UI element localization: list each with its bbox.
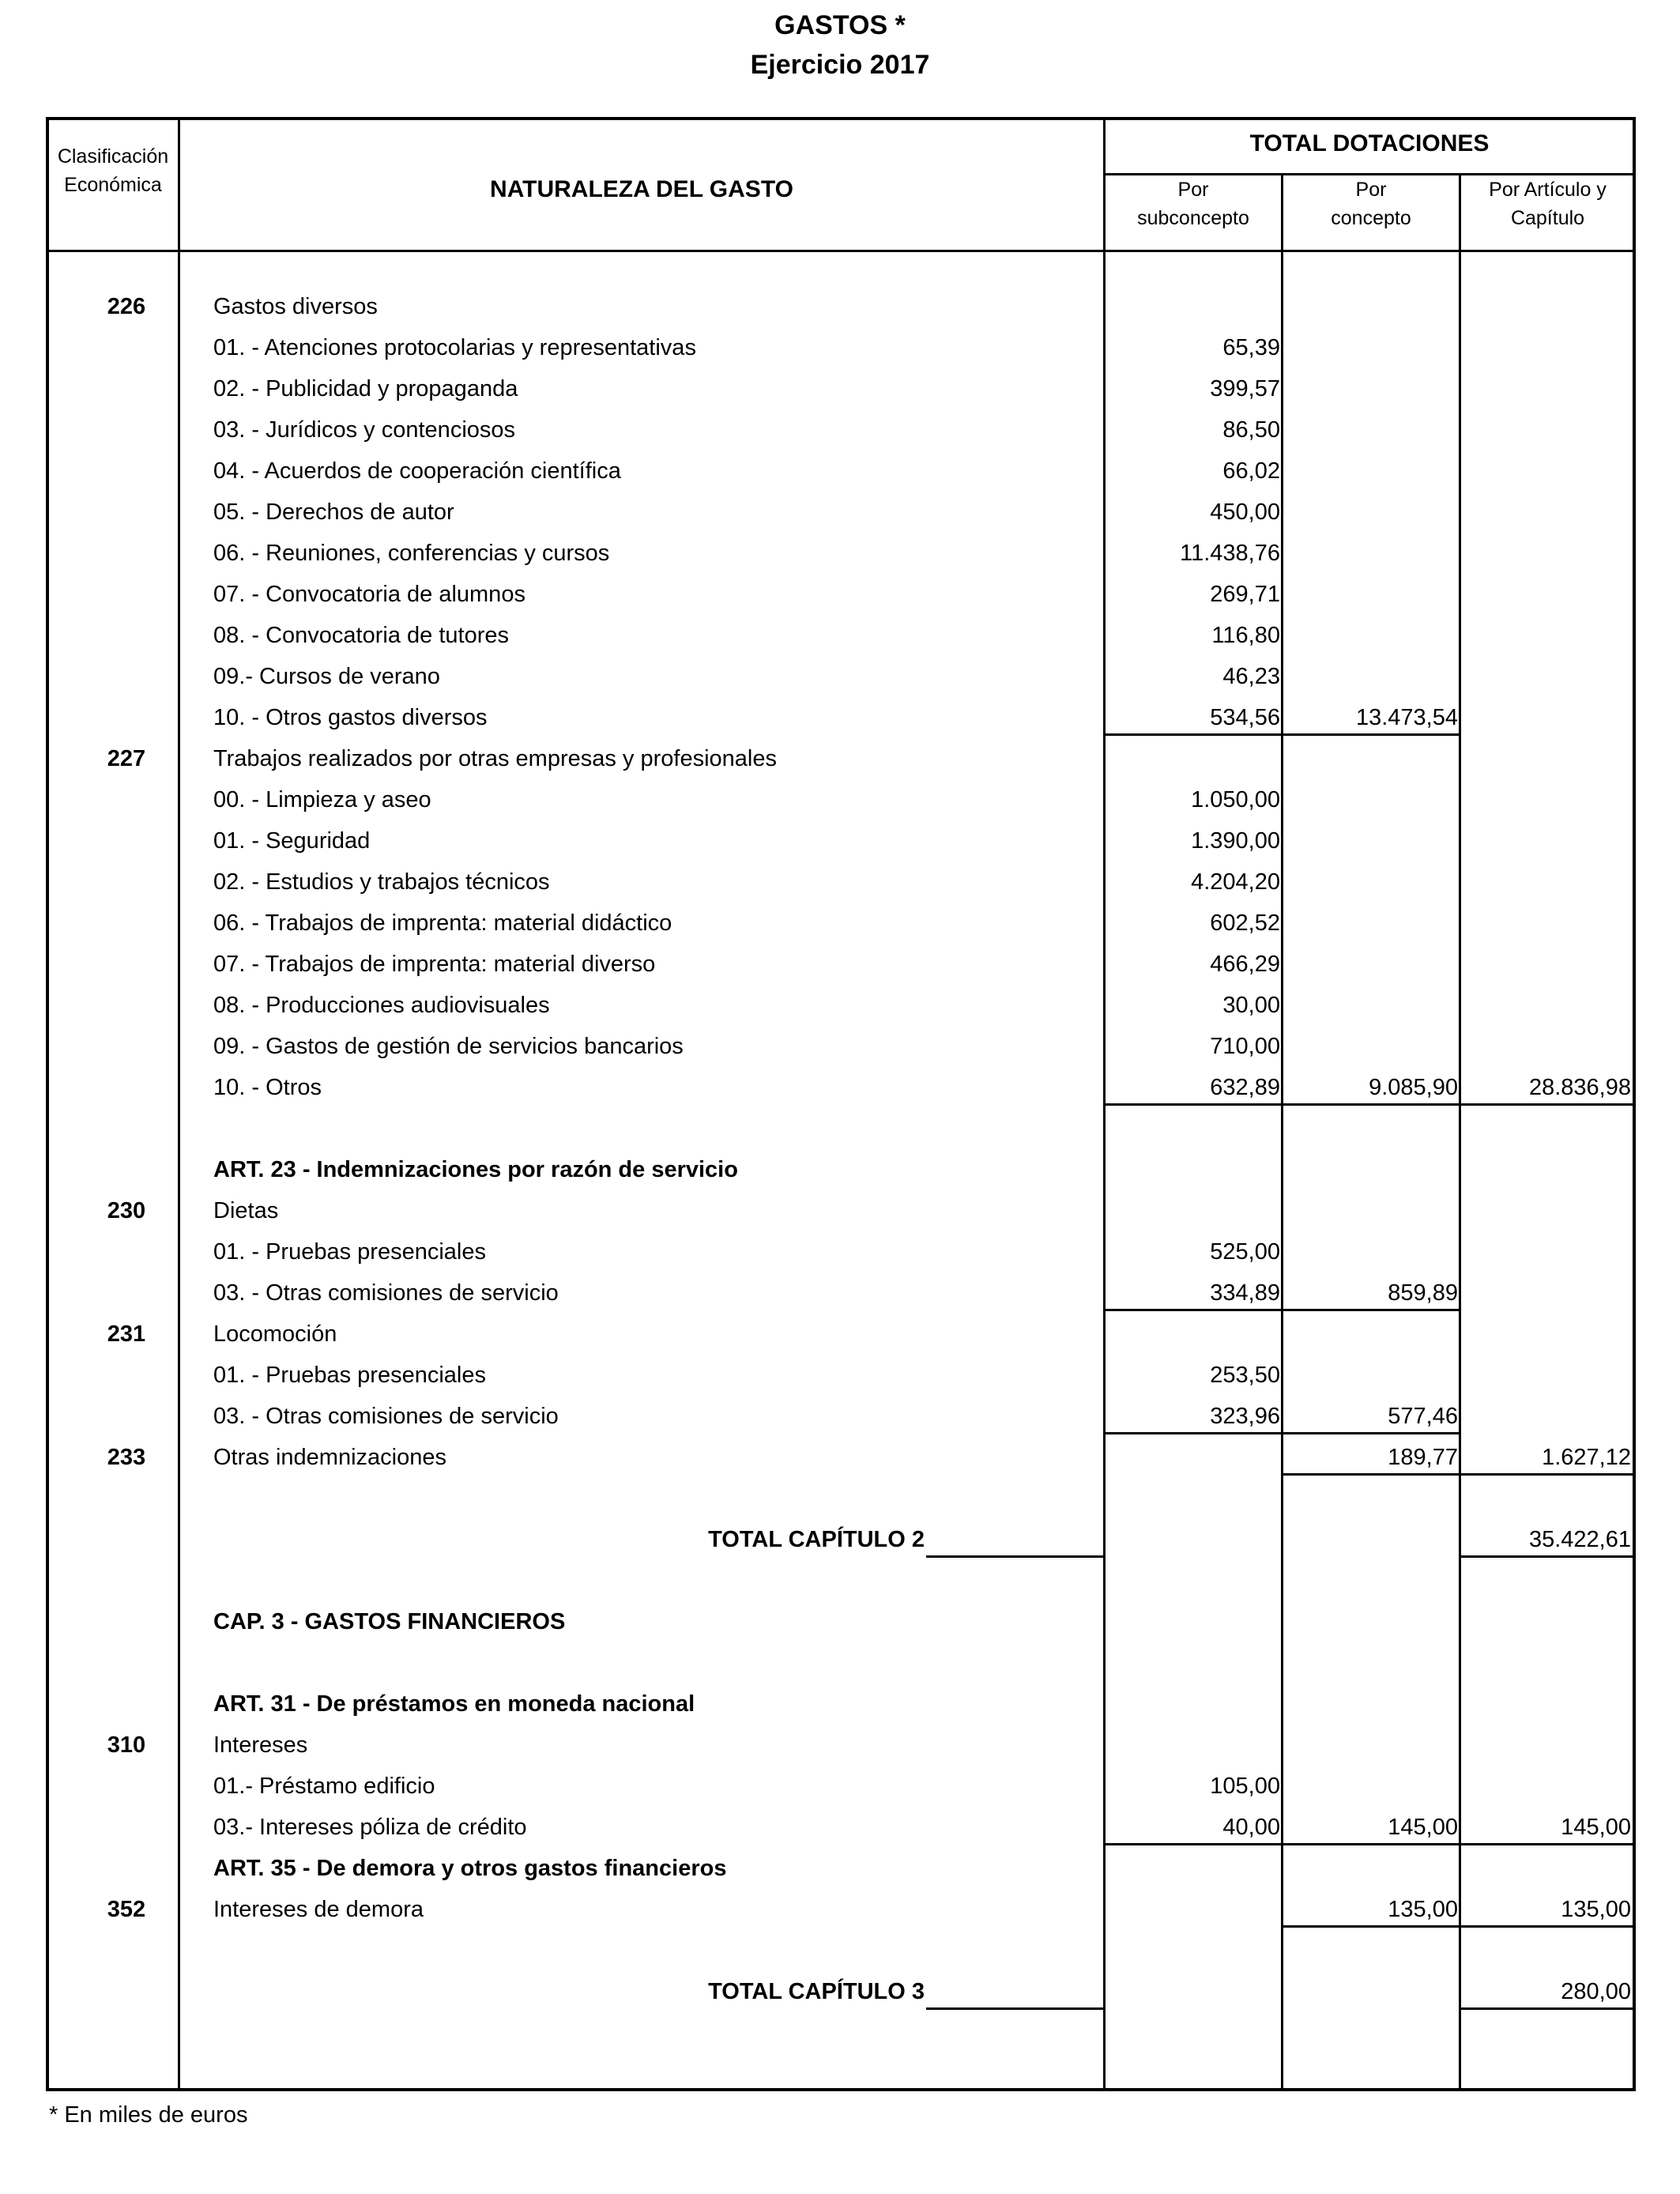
header-por-concepto: Por concepto bbox=[1331, 179, 1411, 229]
table-row bbox=[0, 574, 1680, 615]
row-description: 06. - Reuniones, conferencias y cursos bbox=[213, 541, 610, 566]
table-row bbox=[0, 1807, 1680, 1848]
table-row bbox=[0, 779, 1680, 820]
row-description: 03.- Intereses póliza de crédito bbox=[213, 1815, 527, 1840]
row-description: ART. 35 - De demora y otros gastos financieros bbox=[213, 1856, 727, 1881]
row-description: 07. - Convocatoria de alumnos bbox=[213, 582, 525, 607]
table-row bbox=[0, 1889, 1680, 1930]
header-por-subconcepto: Por subconcepto bbox=[1137, 179, 1249, 229]
table-row bbox=[0, 1272, 1680, 1314]
row-description: 01. - Seguridad bbox=[213, 828, 371, 854]
row-description: 03. - Jurídicos y contenciosos bbox=[213, 417, 516, 443]
row-por-subconcepto: 334,89 bbox=[1210, 1280, 1280, 1306]
table-row bbox=[0, 1683, 1680, 1725]
table-row bbox=[0, 985, 1680, 1026]
table-row bbox=[0, 944, 1680, 985]
row-description: Gastos diversos bbox=[213, 294, 378, 319]
table-row bbox=[0, 1026, 1680, 1067]
row-por-concepto: 145,00 bbox=[1388, 1815, 1458, 1840]
row-description: ART. 23 - Indemnizaciones por razón de servicio bbox=[213, 1157, 738, 1182]
row-description: CAP. 3 - GASTOS FINANCIEROS bbox=[213, 1609, 566, 1634]
row-por-concepto: 9.085,90 bbox=[1369, 1075, 1458, 1100]
row-por-concepto: 859,89 bbox=[1388, 1280, 1458, 1306]
row-por-subconcepto: 40,00 bbox=[1222, 1815, 1280, 1840]
table-row bbox=[0, 697, 1680, 738]
row-por-subconcepto: 86,50 bbox=[1222, 417, 1280, 443]
row-por-subconcepto: 4.204,20 bbox=[1191, 869, 1280, 895]
row-separator-line bbox=[1459, 2007, 1634, 2010]
table-row bbox=[0, 1108, 1680, 1149]
row-total-label: TOTAL CAPÍTULO 2 bbox=[708, 1527, 925, 1552]
row-por-subconcepto: 46,23 bbox=[1222, 664, 1280, 689]
table-row bbox=[0, 1231, 1680, 1272]
row-code: 352 bbox=[107, 1897, 146, 1922]
row-por-subconcepto: 450,00 bbox=[1210, 499, 1280, 525]
table-row bbox=[0, 450, 1680, 492]
table-row bbox=[0, 1642, 1680, 1683]
row-code: 226 bbox=[107, 294, 146, 319]
row-por-concepto: 577,46 bbox=[1388, 1404, 1458, 1429]
row-por-subconcepto: 534,56 bbox=[1210, 705, 1280, 730]
row-description: 08. - Producciones audiovisuales bbox=[213, 993, 550, 1018]
row-separator-line bbox=[1103, 1432, 1459, 1434]
row-code: 231 bbox=[107, 1321, 146, 1347]
row-separator-line bbox=[1103, 1103, 1634, 1106]
table-row bbox=[0, 861, 1680, 903]
footnote: * En miles de euros bbox=[49, 2102, 248, 2128]
table-row bbox=[0, 1478, 1680, 1519]
row-description: Dietas bbox=[213, 1198, 279, 1223]
table-row bbox=[0, 1149, 1680, 1190]
row-por-subconcepto: 105,00 bbox=[1210, 1774, 1280, 1799]
table-row bbox=[0, 1067, 1680, 1108]
row-separator-line bbox=[926, 2007, 1103, 2010]
table-row bbox=[0, 1601, 1680, 1642]
table-row bbox=[0, 368, 1680, 409]
row-por-subconcepto: 116,80 bbox=[1211, 623, 1280, 648]
table-row bbox=[0, 656, 1680, 697]
table-row bbox=[0, 1766, 1680, 1807]
row-description: Trabajos realizados por otras empresas y profesionales bbox=[213, 746, 777, 771]
row-description: 01. - Atenciones protocolarias y representativas bbox=[213, 335, 696, 360]
row-por-subconcepto: 253,50 bbox=[1210, 1363, 1280, 1388]
row-separator-line bbox=[1281, 1473, 1634, 1476]
row-separator-line bbox=[1103, 1309, 1459, 1311]
row-por-subconcepto: 399,57 bbox=[1210, 376, 1280, 401]
table-row bbox=[0, 1725, 1680, 1766]
row-description: 02. - Estudios y trabajos técnicos bbox=[213, 869, 550, 895]
table-row bbox=[0, 1560, 1680, 1601]
table-row bbox=[0, 738, 1680, 779]
row-por-concepto: 13.473,54 bbox=[1355, 705, 1458, 730]
table-row bbox=[0, 1437, 1680, 1478]
table-row bbox=[0, 1848, 1680, 1889]
row-separator-line bbox=[1103, 733, 1459, 736]
row-description: Locomoción bbox=[213, 1321, 337, 1347]
table-row bbox=[0, 1190, 1680, 1231]
row-separator-line bbox=[1103, 1843, 1634, 1845]
row-code: 230 bbox=[107, 1198, 146, 1223]
header-por-articulo: Por Artículo y Capítulo bbox=[1489, 179, 1607, 229]
header-clasificacion: Clasificación Económica bbox=[57, 145, 169, 196]
row-description: 01. - Pruebas presenciales bbox=[213, 1363, 486, 1388]
row-separator-line bbox=[926, 1555, 1103, 1558]
row-description: ART. 31 - De préstamos en moneda nacional bbox=[213, 1691, 695, 1717]
table-row bbox=[0, 1519, 1680, 1560]
table-row bbox=[0, 615, 1680, 656]
row-description: 09.- Cursos de verano bbox=[213, 664, 440, 689]
table-row bbox=[0, 1971, 1680, 2012]
row-description: 10. - Otros gastos diversos bbox=[213, 705, 488, 730]
row-por-subconcepto: 525,00 bbox=[1210, 1239, 1280, 1265]
table-row bbox=[0, 533, 1680, 574]
header-total-dotaciones: TOTAL DOTACIONES bbox=[1249, 130, 1490, 156]
row-description: 06. - Trabajos de imprenta: material didáctico bbox=[213, 910, 672, 936]
row-por-subconcepto: 30,00 bbox=[1222, 993, 1280, 1018]
row-description: 05. - Derechos de autor bbox=[213, 499, 454, 525]
table-row bbox=[0, 409, 1680, 450]
row-description: Otras indemnizaciones bbox=[213, 1445, 446, 1470]
row-por-subconcepto: 1.050,00 bbox=[1191, 787, 1280, 812]
row-description: 04. - Acuerdos de cooperación científica bbox=[213, 458, 621, 484]
row-separator-line bbox=[1281, 1925, 1634, 1928]
row-por-subconcepto: 66,02 bbox=[1222, 458, 1280, 484]
row-por-subconcepto: 65,39 bbox=[1222, 335, 1280, 360]
table-row bbox=[0, 820, 1680, 861]
row-code: 310 bbox=[107, 1732, 146, 1758]
row-por-articulo: 280,00 bbox=[1561, 1979, 1631, 2004]
row-description: 08. - Convocatoria de tutores bbox=[213, 623, 509, 648]
table-row bbox=[0, 1314, 1680, 1355]
row-por-concepto: 135,00 bbox=[1388, 1897, 1458, 1922]
row-por-subconcepto: 602,52 bbox=[1210, 910, 1280, 936]
row-description: 01. - Pruebas presenciales bbox=[213, 1239, 486, 1265]
row-por-subconcepto: 323,96 bbox=[1210, 1404, 1280, 1429]
row-por-subconcepto: 11.438,76 bbox=[1180, 541, 1280, 566]
table-row bbox=[0, 1930, 1680, 1971]
table-row bbox=[0, 1355, 1680, 1396]
row-separator-line bbox=[1459, 1555, 1634, 1558]
row-por-articulo: 135,00 bbox=[1561, 1897, 1631, 1922]
table-row bbox=[0, 1396, 1680, 1437]
table-row bbox=[0, 492, 1680, 533]
row-description: 07. - Trabajos de imprenta: material diverso bbox=[213, 952, 656, 977]
row-description: 01.- Préstamo edificio bbox=[213, 1774, 435, 1799]
page-subtitle: Ejercicio 2017 bbox=[750, 50, 930, 80]
row-code: 227 bbox=[107, 746, 146, 771]
row-por-articulo: 145,00 bbox=[1561, 1815, 1631, 1840]
row-description: Intereses de demora bbox=[213, 1897, 424, 1922]
row-por-subconcepto: 269,71 bbox=[1210, 582, 1280, 607]
row-por-articulo: 1.627,12 bbox=[1542, 1445, 1631, 1470]
row-por-subconcepto: 632,89 bbox=[1210, 1075, 1280, 1100]
header-naturaleza: NATURALEZA DEL GASTO bbox=[490, 176, 793, 202]
table-row bbox=[0, 327, 1680, 368]
row-description: 03. - Otras comisiones de servicio bbox=[213, 1280, 559, 1306]
row-por-subconcepto: 1.390,00 bbox=[1191, 828, 1280, 854]
row-description: 00. - Limpieza y aseo bbox=[213, 787, 431, 812]
row-description: 10. - Otros bbox=[213, 1075, 322, 1100]
header-bottom-line bbox=[47, 250, 1634, 252]
row-por-concepto: 189,77 bbox=[1388, 1445, 1458, 1470]
row-total-label: TOTAL CAPÍTULO 3 bbox=[708, 1979, 925, 2004]
page-title: GASTOS * bbox=[774, 10, 906, 40]
row-description: Intereses bbox=[213, 1732, 308, 1758]
row-por-articulo: 35.422,61 bbox=[1528, 1527, 1631, 1552]
table-row bbox=[0, 286, 1680, 327]
row-por-subconcepto: 710,00 bbox=[1210, 1034, 1280, 1059]
row-description: 02. - Publicidad y propaganda bbox=[213, 376, 518, 401]
row-code: 233 bbox=[107, 1445, 146, 1470]
row-description: 09. - Gastos de gestión de servicios bancarios bbox=[213, 1034, 684, 1059]
row-por-articulo: 28.836,98 bbox=[1528, 1075, 1631, 1100]
table-row bbox=[0, 903, 1680, 944]
row-description: 03. - Otras comisiones de servicio bbox=[213, 1404, 559, 1429]
row-por-subconcepto: 466,29 bbox=[1210, 952, 1280, 977]
